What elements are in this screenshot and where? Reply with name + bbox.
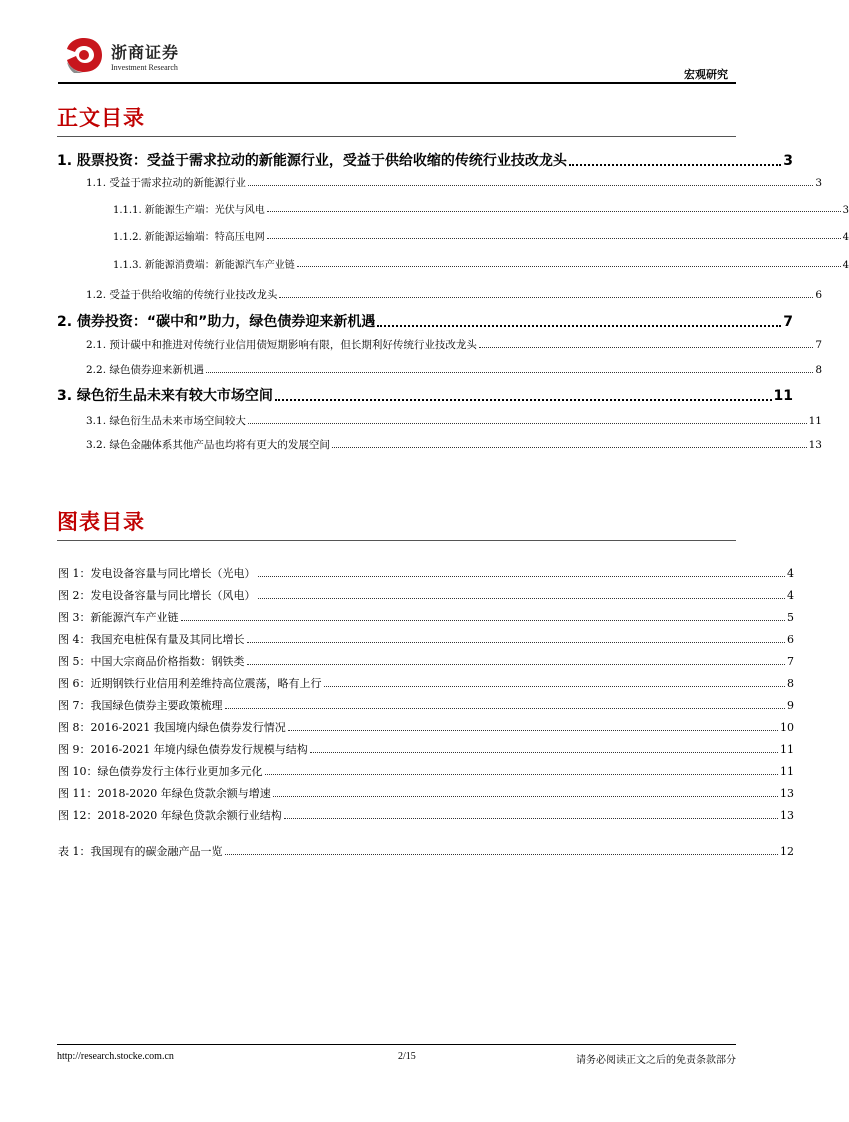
leader-dots [247,664,786,665]
leader-dots [288,730,778,731]
leader-dots [258,576,786,577]
figure-entry-label: 图 6：近期钢铁行业信用利差维持高位震荡，略有上行 [58,677,322,690]
toc-entry[interactable] [0,175,822,190]
toc-entry[interactable] [0,201,849,216]
leader-dots [225,854,779,855]
leader-dots [206,372,813,373]
figure-entry[interactable] [0,653,794,669]
toc-entry-page: 6 [815,289,822,301]
leader-dots [225,708,786,709]
table-entry[interactable] [0,843,794,859]
figure-entry-label: 图 2：发电设备容量与同比增长（风电） [58,589,256,602]
figure-entry[interactable] [0,785,794,801]
figure-entry[interactable] [0,609,794,625]
toc-entry-label: 1.2. 受益于供给收缩的传统行业技改龙头 [86,289,278,301]
toc-entry[interactable] [0,287,822,302]
leader-dots [273,796,778,797]
leader-dots [258,598,786,599]
toc-entry-page: 8 [815,364,822,376]
figure-entry[interactable] [0,697,794,713]
toc-entry-page: 3 [842,205,849,216]
leader-dots [275,399,772,401]
leader-dots [297,266,841,267]
toc-title: 正文目录 [57,106,145,130]
page-number: 2/15 [398,1051,416,1062]
figure-entry[interactable] [0,675,794,691]
figure-entry-page: 7 [787,655,794,668]
figure-entry-label: 图 7：我国绿色债券主要政策梳理 [58,699,223,712]
toc-entry-page: 4 [842,260,849,271]
toc-entry-label: 1.1.3. 新能源消费端：新能源汽车产业链 [113,260,295,271]
table-entry-label: 表 1：我国现有的碳金融产品一览 [58,845,223,858]
leader-dots [265,774,779,775]
figure-entry-page: 10 [780,721,794,734]
toc-entry-page: 11 [808,415,822,427]
toc-entry-label: 3. 绿色衍生品未来有较大市场空间 [57,388,273,404]
toc-entry[interactable] [0,437,822,452]
toc-entry[interactable] [0,150,793,170]
leader-dots [324,686,786,687]
toc-entry-page: 11 [773,388,793,404]
toc-entry[interactable] [0,337,822,352]
figure-entry[interactable] [0,587,794,603]
figure-entry-label: 图 3：新能源汽车产业链 [58,611,179,624]
toc-entry[interactable] [0,311,793,331]
toc-entry-label: 1.1. 受益于需求拉动的新能源行业 [86,177,246,189]
toc-entry[interactable] [0,228,849,243]
figures-title: 图表目录 [57,510,145,534]
figure-entry-page: 9 [787,699,794,712]
header-divider [58,82,736,84]
figure-entry-label: 图 9：2016-2021 年境内绿色债券发行规模与结构 [58,743,308,756]
disclaimer-note: 请务必阅读正文之后的免责条款部分 [576,1055,736,1066]
leader-dots [248,423,807,424]
footer-url[interactable]: http://research.stocke.com.cn [57,1051,174,1062]
figure-entry[interactable] [0,565,794,581]
figure-entry[interactable] [0,719,794,735]
leader-dots [569,164,781,166]
toc-entry[interactable] [0,256,849,271]
toc-entry-label: 2.1. 预计碳中和推进对传统行业信用债短期影响有限，但长期利好传统行业技改龙头 [86,339,477,351]
leader-dots [284,818,778,819]
toc-entry-label: 1.1.1. 新能源生产端：光伏与风电 [113,205,265,216]
brand-name-cn: 浙商证券 [111,43,180,62]
figure-entry-label: 图 12：2018-2020 年绿色贷款余额行业结构 [58,809,282,822]
figure-entry-page: 11 [780,743,794,756]
leader-dots [247,642,786,643]
figure-entry-label: 图 4：我国充电桩保有量及其同比增长 [58,633,245,646]
toc-entry[interactable] [0,362,822,377]
report-type: 宏观研究 [684,68,728,81]
toc-entry-page: 3 [783,153,793,169]
toc-entry-page: 7 [783,314,793,330]
figure-entry-page: 11 [780,765,794,778]
company-logo-icon [64,36,104,74]
figure-entry-label: 图 8：2016-2021 我国境内绿色债券发行情况 [58,721,286,734]
figure-entry-page: 6 [787,633,794,646]
leader-dots [377,325,781,327]
toc-entry-label: 2. 债券投资：“碳中和”助力，绿色债券迎来新机遇 [57,314,376,330]
page-header [58,36,736,88]
figure-entry[interactable] [0,631,794,647]
toc-entry[interactable] [0,413,822,428]
brand-name-en: Investment Research [111,63,178,72]
footer-divider [57,1044,736,1045]
leader-dots [279,297,813,298]
leader-dots [248,185,813,186]
figure-entry-label: 图 5：中国大宗商品价格指数：钢铁类 [58,655,245,668]
figure-entry-page: 13 [780,809,794,822]
toc-entry-label: 2.2. 绿色债券迎来新机遇 [86,364,204,376]
toc-entry-label: 3.1. 绿色衍生品未来市场空间较大 [86,415,246,427]
figure-entry[interactable] [0,763,794,779]
leader-dots [332,447,807,448]
leader-dots [267,211,841,212]
leader-dots [181,620,786,621]
leader-dots [310,752,778,753]
toc-entry-page: 7 [815,339,822,351]
toc-title-divider [57,136,736,137]
toc-entry[interactable] [0,385,793,405]
figure-entry-page: 13 [780,787,794,800]
figure-entry[interactable] [0,807,794,823]
toc-entry-label: 1. 股票投资：受益于需求拉动的新能源行业，受益于供给收缩的传统行业技改龙头 [57,153,567,169]
toc-entry-page: 4 [842,232,849,243]
figure-entry-page: 8 [787,677,794,690]
figure-entry-page: 4 [787,589,794,602]
toc-entry-label: 1.1.2. 新能源运输端：特高压电网 [113,232,265,243]
figures-title-divider [57,540,736,541]
figure-entry[interactable] [0,741,794,757]
figure-entry-label: 图 1：发电设备容量与同比增长（光电） [58,567,256,580]
leader-dots [479,347,813,348]
toc-entry-page: 3 [815,177,822,189]
figure-entry-page: 4 [787,567,794,580]
toc-entry-page: 13 [808,439,822,451]
figure-entry-label: 图 10：绿色债券发行主体行业更加多元化 [58,765,263,778]
figure-entry-label: 图 11：2018-2020 年绿色贷款余额与增速 [58,787,271,800]
leader-dots [267,238,841,239]
toc-entry-label: 3.2. 绿色金融体系其他产品也均将有更大的发展空间 [86,439,330,451]
table-entry-page: 12 [780,845,794,858]
figure-entry-page: 5 [787,611,794,624]
